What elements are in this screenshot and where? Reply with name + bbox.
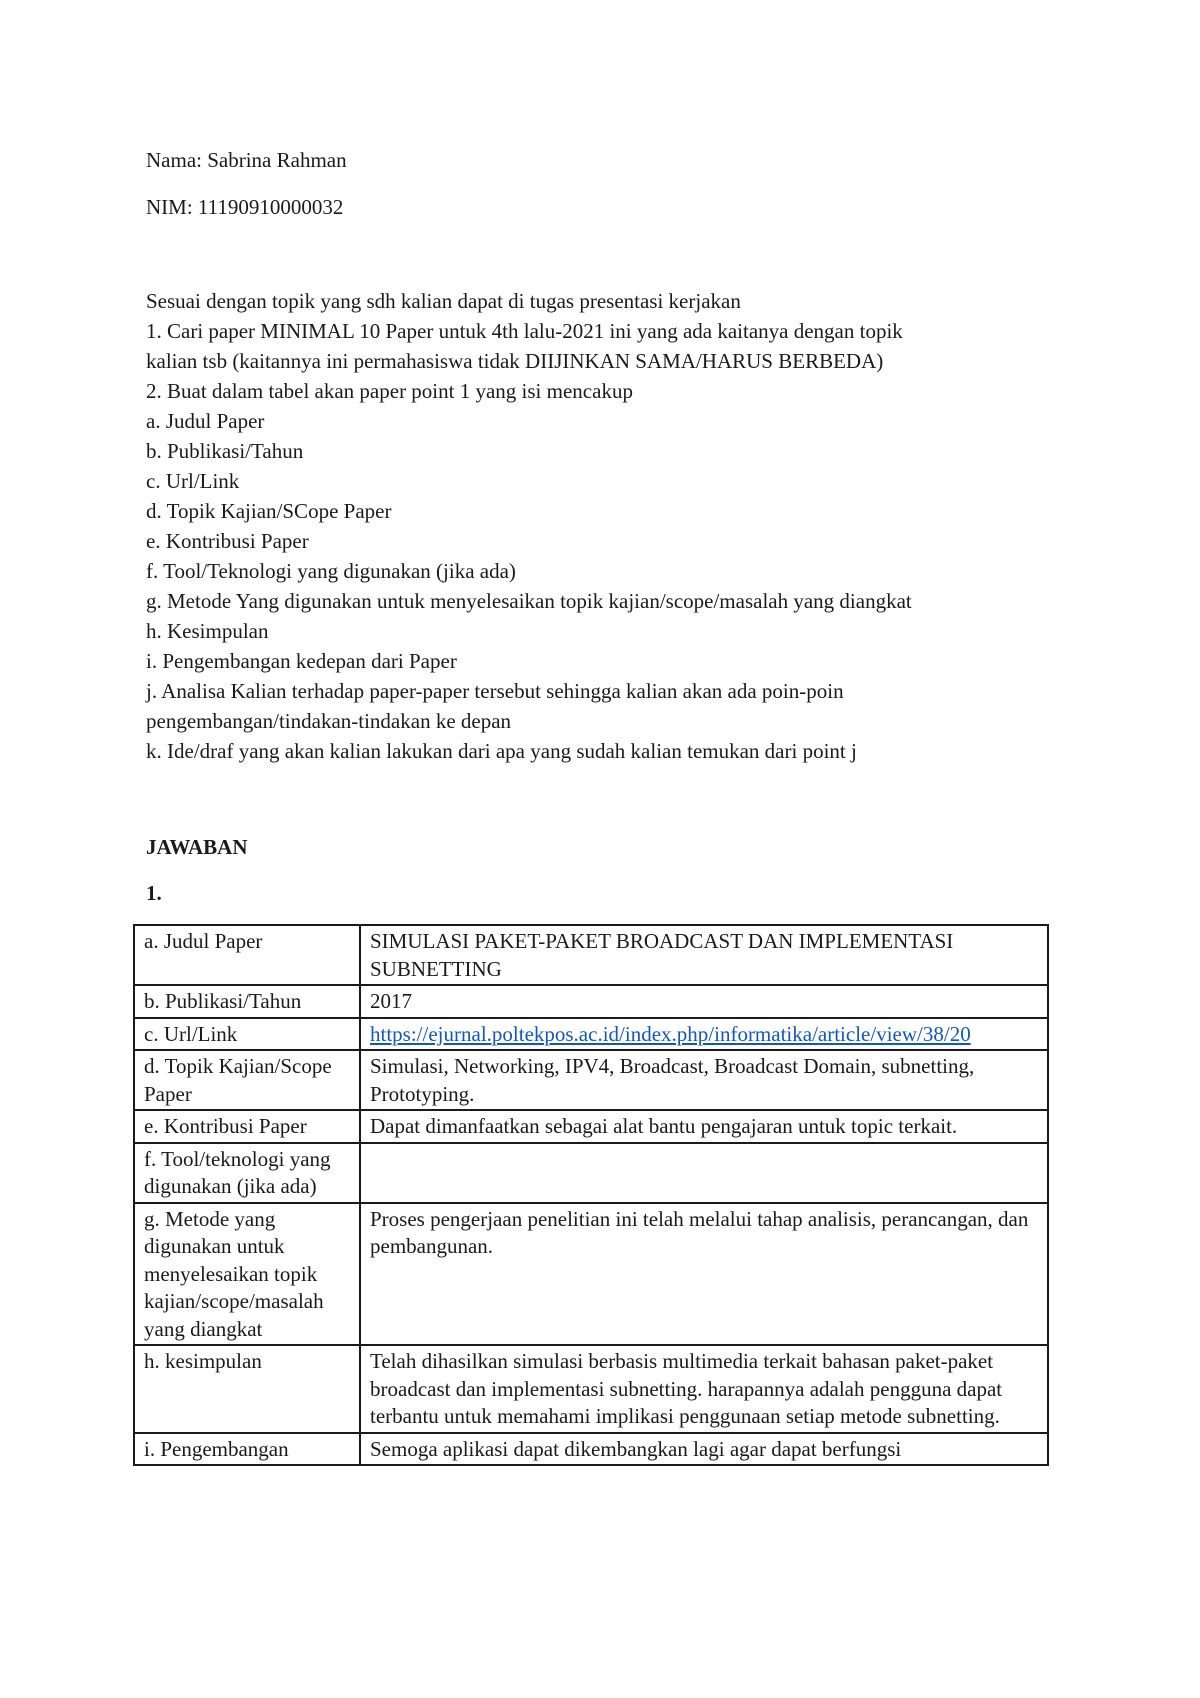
instruction-k: k. Ide/draf yang akan kalian lakukan dari apa yang sudah kalian temukan dari point j: [146, 739, 857, 763]
instruction-b: b. Publikasi/Tahun: [146, 439, 304, 463]
instruction-j-line-2: pengembangan/tindakan-tindakan ke depan: [146, 709, 512, 733]
instruction-d: d. Topik Kajian/SCope Paper: [146, 499, 392, 523]
instruction-i: i. Pengembangan kedepan dari Paper: [146, 649, 457, 673]
table-row-kontribusi: [134, 1110, 1048, 1143]
table-row-pengembangan: [134, 1433, 1048, 1466]
row-label: h. kesimpulan: [134, 1345, 360, 1433]
instruction-c: c. Url/Link: [146, 469, 240, 493]
row-label: d. Topik Kajian/Scope Paper: [134, 1050, 360, 1110]
row-label: i. Pengembangan: [134, 1433, 360, 1466]
row-label: c. Url/Link: [134, 1018, 360, 1051]
instruction-item-2: 2. Buat dalam tabel akan paper point 1 yang isi mencakup: [146, 379, 633, 403]
instruction-g: g. Metode Yang digunakan untuk menyelesaikan topik kajian/scope/masalah yang diangkat: [146, 589, 912, 613]
table-row-kesimpulan: [134, 1345, 1048, 1433]
answer-heading: JAWABAN: [146, 835, 248, 859]
row-value: Proses pengerjaan penelitian ini telah melalui tahap analisis, perancangan, dan pembangunan.: [360, 1203, 1048, 1346]
row-value: SIMULASI PAKET-PAKET BROADCAST DAN IMPLEMENTASI SUBNETTING: [360, 925, 1048, 985]
row-label: a. Judul Paper: [134, 925, 360, 985]
row-value: 2017: [360, 985, 1048, 1018]
table-row-metode: [134, 1203, 1048, 1346]
row-value: Semoga aplikasi dapat dikembangkan lagi agar dapat berfungsi: [360, 1433, 1048, 1466]
table-row-url: [134, 1018, 1048, 1051]
table-row-publikasi: [134, 985, 1048, 1018]
row-value: Telah dihasilkan simulasi berbasis multimedia terkait bahasan paket-paket broadcast dan implementasi subnetting. harapannya adalah pengguna dapat terbantu untuk memahami implikasi penggunaan setiap metode subnetting.: [360, 1345, 1048, 1433]
row-label: b. Publikasi/Tahun: [134, 985, 360, 1018]
table-row-topik: [134, 1050, 1048, 1110]
instruction-e: e. Kontribusi Paper: [146, 529, 309, 553]
row-label: f. Tool/teknologi yang digunakan (jika ada): [134, 1143, 360, 1203]
instruction-a: a. Judul Paper: [146, 409, 265, 433]
instructions-intro: Sesuai dengan topik yang sdh kalian dapat di tugas presentasi kerjakan: [146, 289, 741, 313]
row-value-cell: [360, 1018, 1048, 1051]
paper-table: [133, 924, 1049, 1466]
paper-url-link[interactable]: https://ejurnal.poltekpos.ac.id/index.php/informatika/article/view/38/20: [370, 1021, 971, 1046]
row-label: g. Metode yang digunakan untuk menyelesaikan topik kajian/scope/masalah yang diangkat: [134, 1203, 360, 1346]
answer-number: 1.: [146, 881, 162, 905]
row-value: Dapat dimanfaatkan sebagai alat bantu pengajaran untuk topic terkait.: [360, 1110, 1048, 1143]
instruction-f: f. Tool/Teknologi yang digunakan (jika ada): [146, 559, 516, 583]
table-row-tool: [134, 1143, 1048, 1203]
row-value: Simulasi, Networking, IPV4, Broadcast, Broadcast Domain, subnetting, Prototyping.: [360, 1050, 1048, 1110]
instruction-item-1-line-1: 1. Cari paper MINIMAL 10 Paper untuk 4th lalu-2021 ini yang ada kaitanya dengan topik: [146, 319, 903, 343]
instruction-item-1-line-2: kalian tsb (kaitannya ini permahasiswa tidak DIIJINKAN SAMA/HARUS BERBEDA): [146, 349, 884, 373]
instruction-h: h. Kesimpulan: [146, 619, 269, 643]
table-row-judul: [134, 925, 1048, 985]
row-value: [360, 1143, 1048, 1203]
instruction-j-line-1: j. Analisa Kalian terhadap paper-paper tersebut sehingga kalian akan ada poin-poin: [146, 679, 844, 703]
student-name: Nama: Sabrina Rahman: [146, 148, 347, 172]
row-label: e. Kontribusi Paper: [134, 1110, 360, 1143]
student-nim: NIM: 11190910000032: [146, 195, 344, 219]
